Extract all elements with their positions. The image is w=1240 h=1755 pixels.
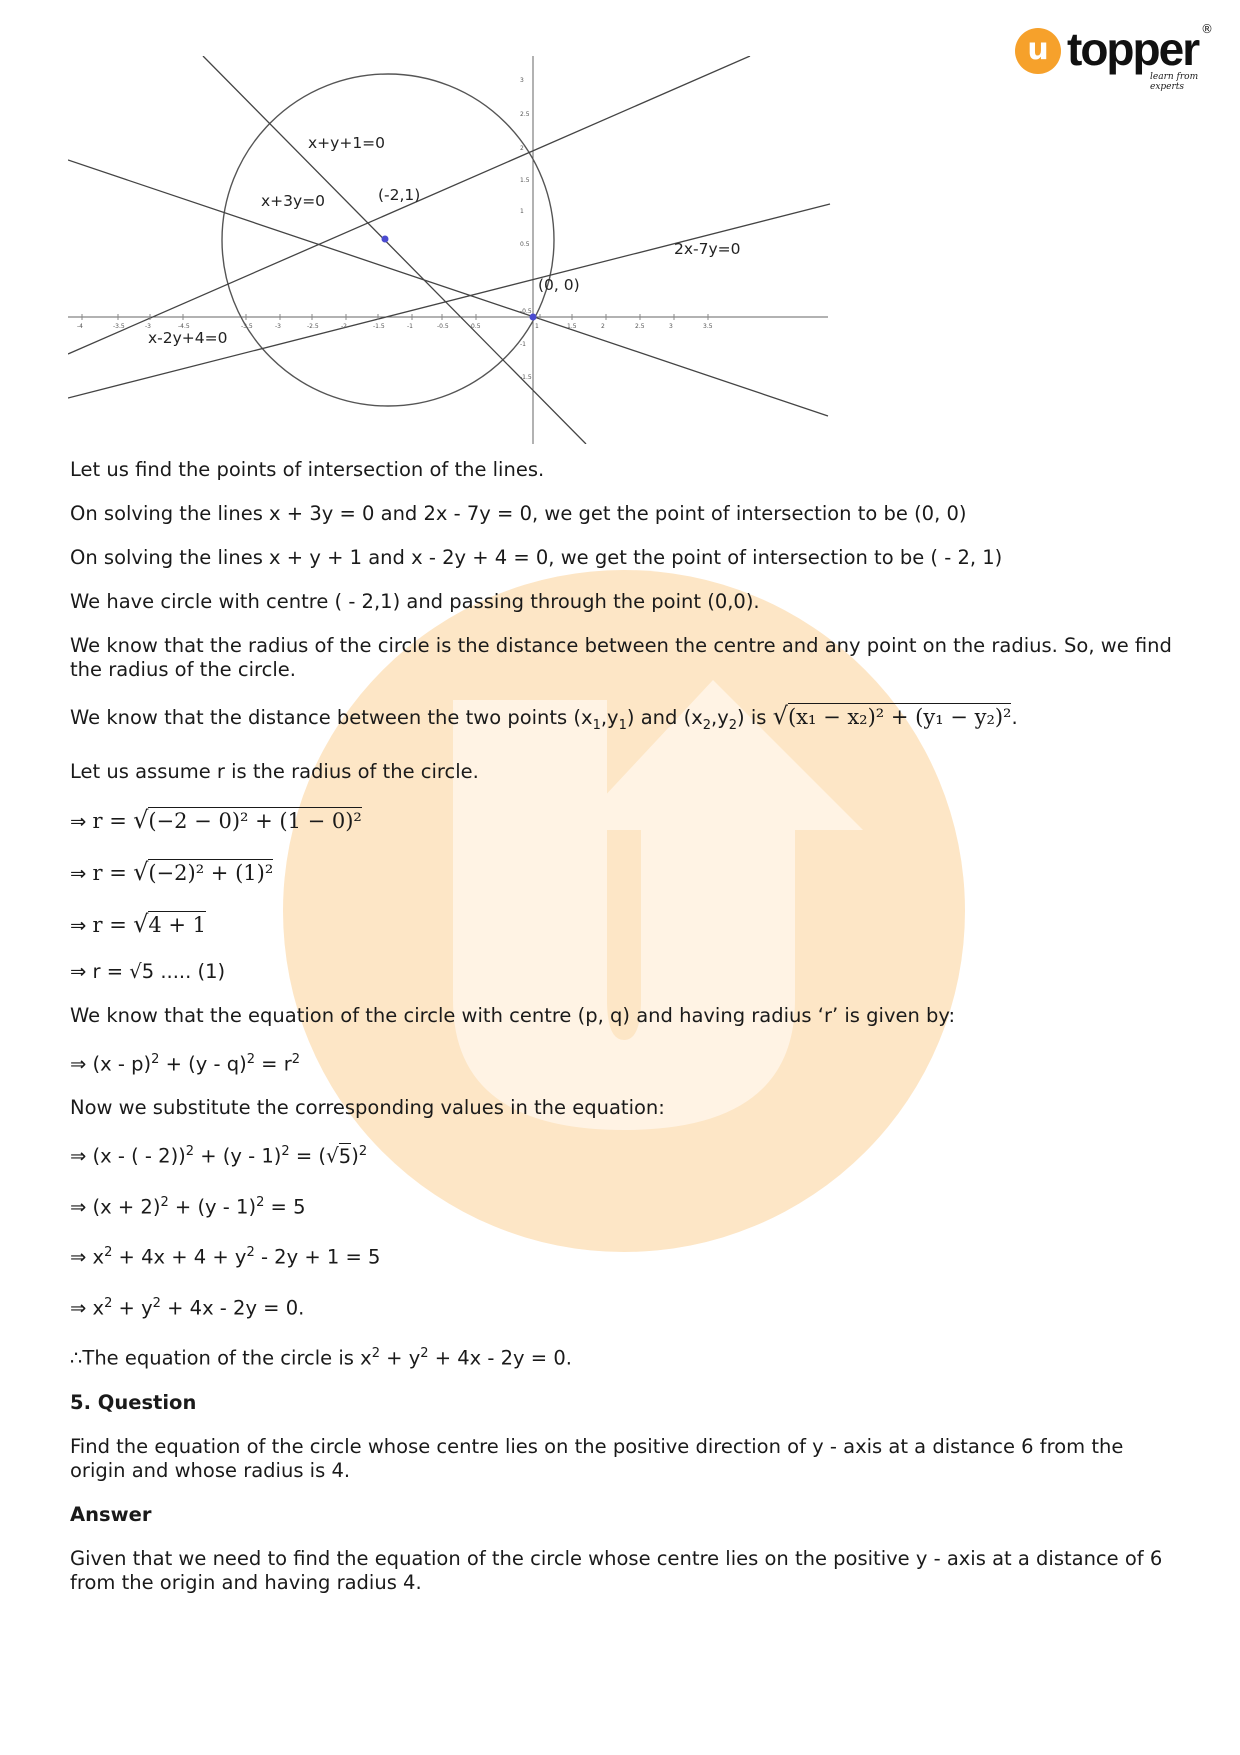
x-tick-label: 2 <box>601 323 605 330</box>
eq6-rad: 5 <box>338 1144 352 1168</box>
y-tick-label: 1.5 <box>520 177 530 184</box>
eq10-c: + 4x - 2y = 0. <box>428 1346 572 1370</box>
eq7-b: + (y - 1) <box>168 1195 257 1219</box>
eq3-lhs: r = <box>92 912 127 937</box>
y-tick-label: 3 <box>520 77 524 84</box>
sup: 2 <box>185 1144 195 1160</box>
sup: 2 <box>104 1295 113 1311</box>
eq-expanded-1 <box>70 1191 1180 1220</box>
y-tick-label: 2.5 <box>520 111 530 118</box>
logo-word: topper <box>1067 23 1199 75</box>
text-solve-2: On solving the lines x + y + 1 and x - 2y + 4 = 0, we get the point of intersection to be ( - 2, 1) <box>70 546 1003 569</box>
eq-r-1 <box>70 805 1180 834</box>
eq5-a: ⇒ (x - p) <box>70 1052 152 1076</box>
sup: 2 <box>246 1245 255 1261</box>
y-tick-label: 0.5 <box>520 241 530 248</box>
x-tick-label: -1.5 <box>373 323 385 330</box>
text-intersection-intro: Let us find the points of intersection of the lines. <box>70 458 545 481</box>
sqrt-sign: √ <box>133 909 149 938</box>
text-assume-r: Let us assume r is the radius of the circle. <box>70 759 479 783</box>
sup: 2 <box>291 1051 301 1067</box>
arrow: ⇒ <box>70 809 87 833</box>
sqrt-sign: √ <box>326 1143 339 1168</box>
df-2: 1 <box>592 717 601 733</box>
label-x-y-1: x+y+1=0 <box>308 134 386 152</box>
question-title: 5. Question <box>70 1390 197 1414</box>
x-tick-label: -3.5 <box>241 323 253 330</box>
x-tick-label: 0.5 <box>471 323 481 330</box>
x-tick-label: -2.5 <box>307 323 319 330</box>
eq1-lhs: r = <box>92 808 127 833</box>
logo-mark: u <box>1015 28 1061 74</box>
eq2-rad: (−2)² + (1)² <box>148 860 274 885</box>
x-tick-label: 3 <box>669 323 673 330</box>
text-conclusion <box>70 1342 1180 1371</box>
x-tick-label: -3 <box>275 323 281 330</box>
sup: 2 <box>151 1051 160 1067</box>
text-solve-1: On solving the lines x + 3y = 0 and 2x - 7y = 0, we get the point of intersection to be (0, 0) <box>70 502 967 525</box>
df-9: ) is <box>737 706 773 729</box>
text-circle-eq-intro: We know that the equation of the circle with centre (p, q) and having radius ‘r’ is given by: <box>70 1003 956 1027</box>
x-tick-label: -1 <box>407 323 413 330</box>
sup: 2 <box>371 1346 380 1362</box>
x-tick-label: -2 <box>341 323 347 330</box>
eq5-b: + (y - q) <box>159 1052 247 1076</box>
sqrt-sign: √ <box>133 857 149 886</box>
sup: 2 <box>420 1346 429 1362</box>
x-tick-label: 1.5 <box>567 323 577 330</box>
eq-substituted <box>70 1140 1180 1169</box>
x-tick-label: -4.5 <box>178 323 190 330</box>
x-tick-label: 2.5 <box>635 323 645 330</box>
df-formula: (x₁ − x₂)² + (y₁ − y₂)² <box>787 705 1012 729</box>
eq-r-2 <box>70 857 1180 886</box>
x-tick-label: -3.5 <box>113 323 125 330</box>
question-text: Find the equation of the circle whose centre lies on the positive direction of y - axis at a distance 6 from the origin and whose radius is 4. <box>70 1434 1124 1482</box>
eq8-a: ⇒ x <box>70 1245 105 1269</box>
eq6-a: ⇒ (x - ( - 2)) <box>70 1144 186 1168</box>
eq-final <box>70 1292 1180 1321</box>
x-tick-label: -4 <box>77 323 83 330</box>
label-x-3y: x+3y=0 <box>261 192 326 210</box>
sup: 2 <box>152 1295 161 1311</box>
df-6: 2 <box>702 717 712 733</box>
df-1: We know that the distance between the two points (x <box>70 706 593 729</box>
eq7-a: ⇒ (x + 2) <box>70 1195 161 1219</box>
y-tick-label: 1 <box>520 208 524 215</box>
label-x-2y-4: x-2y+4=0 <box>148 329 228 347</box>
eq8-b: + 4x + 4 + y <box>112 1245 247 1269</box>
eq5-c: = r <box>254 1052 292 1076</box>
x-ticks <box>77 314 713 330</box>
y-tick-label: 2 <box>520 145 524 152</box>
eq8-c: - 2y + 1 = 5 <box>254 1245 381 1269</box>
text-centre: We have circle with centre ( - 2,1) and passing through the point (0,0). <box>70 590 760 613</box>
df-end: . <box>1011 706 1018 729</box>
solution-content <box>70 458 1180 1595</box>
circle-graph <box>68 56 833 444</box>
eq3-rad: 4 + 1 <box>148 912 207 937</box>
sup: 2 <box>281 1144 290 1160</box>
arrow: ⇒ <box>70 913 87 937</box>
eq7-c: = 5 <box>264 1195 306 1219</box>
point-centre <box>382 236 389 243</box>
sup: 2 <box>358 1144 368 1160</box>
eq10-b: + y <box>379 1346 421 1370</box>
text-substitute: Now we substitute the corresponding values in the equation: <box>70 1096 665 1120</box>
line-x-3y <box>68 160 828 416</box>
eq-r-3 <box>70 909 1180 938</box>
y-tick-label: -1.5 <box>520 374 532 381</box>
sup: 2 <box>104 1245 113 1261</box>
line-2x-7y <box>68 204 830 398</box>
text-radius-intro: We know that the radius of the circle is the distance between the centre and any point on the radius. So, we find the radius of the circle. <box>70 634 1172 681</box>
logo-registered: ® <box>1201 22 1213 36</box>
x-tick-label: -3 <box>145 323 151 330</box>
x-tick-label: -0.5 <box>437 323 449 330</box>
sup: 2 <box>160 1194 169 1210</box>
line-x-2y-4 <box>68 56 750 354</box>
eq9-a: ⇒ x <box>70 1296 105 1320</box>
arrow: ⇒ <box>70 861 87 885</box>
y-tick-label: -1 <box>520 341 526 348</box>
eq9-b: + y <box>112 1296 153 1320</box>
sqrt-sign: √ <box>772 702 788 730</box>
answer-text: Given that we need to find the equation of the circle whose centre lies on the positive y - axis at a distance of 6 from the origin and having radius 4. <box>70 1546 1163 1594</box>
sup: 2 <box>256 1194 265 1210</box>
df-5: ) and (x <box>626 706 703 729</box>
eq9-c: + 4x - 2y = 0. <box>160 1296 305 1320</box>
label-centre: (-2,1) <box>378 186 421 204</box>
y-ticks <box>520 77 532 381</box>
text-distance-formula <box>70 704 1180 738</box>
df-3: ,y <box>600 706 619 729</box>
eq6-c: = ( <box>289 1144 327 1168</box>
eq-general <box>70 1048 1180 1077</box>
sup: 2 <box>246 1051 255 1067</box>
label-2x-7y: 2x-7y=0 <box>674 240 741 258</box>
y-tick-label: -0.5 <box>520 308 532 315</box>
eq6-d: ) <box>351 1144 359 1168</box>
df-7: ,y <box>711 706 729 729</box>
sqrt-sign: √ <box>133 805 149 834</box>
df-4: 1 <box>618 717 627 733</box>
x-tick-label: 3.5 <box>703 323 713 330</box>
eq10-a: ∴The equation of the circle is x <box>70 1346 372 1370</box>
eq-expanded-2 <box>70 1241 1180 1270</box>
x-tick-label: 1 <box>535 323 539 330</box>
df-8: 2 <box>728 717 738 733</box>
eq6-b: + (y - 1) <box>194 1144 282 1168</box>
label-origin: (0, 0) <box>538 276 580 294</box>
answer-title: Answer <box>70 1502 152 1526</box>
topper-logo <box>1015 22 1215 92</box>
eq-r-4: ⇒ r = √5 ..... (1) <box>70 959 226 983</box>
eq2-lhs: r = <box>92 860 127 885</box>
logo-tagline: learn from experts <box>1150 72 1199 92</box>
eq1-rad: (−2 − 0)² + (1 − 0)² <box>148 808 362 833</box>
